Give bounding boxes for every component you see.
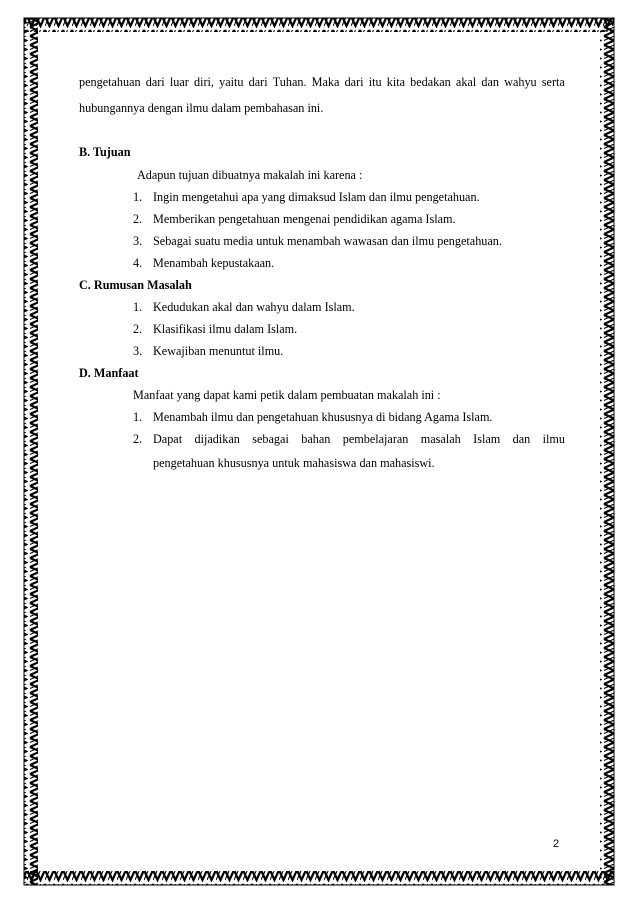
word: bedakan	[410, 75, 451, 89]
word: serta	[541, 75, 565, 89]
word: dijadikan	[194, 432, 240, 446]
word: dari	[248, 75, 268, 89]
word: masalah	[420, 432, 461, 446]
list-item: 2. Memberikan pengetahuan mengenai pendidikan agama Islam.	[133, 212, 456, 226]
word: pengetahuan	[79, 75, 141, 89]
list-item: 1. Ingin mengetahui apa yang dimaksud Islam dan ilmu pengetahuan.	[133, 190, 480, 204]
word: luar	[169, 75, 189, 89]
section-d-intro: Manfaat yang dapat kami petik dalam pembuatan makalah ini :	[133, 388, 441, 402]
justified-line	[153, 431, 565, 447]
word: dan	[481, 75, 499, 89]
word: ilmu	[542, 432, 565, 446]
word: dan	[512, 432, 531, 446]
word: itu	[368, 75, 382, 89]
section-b-heading: B. Tujuan	[79, 145, 131, 159]
list-item: 1. Menambah ilmu dan pengetahuan khususnya di bidang Agama Islam.	[133, 410, 493, 424]
word: diri,	[193, 75, 214, 89]
word: Islam	[473, 432, 501, 446]
word: Dapat	[153, 432, 183, 446]
list-item: 2. Dapat dijadikan sebagai bahan pembelajaran masalah Islam dan ilmu	[133, 432, 565, 446]
intro-paragraph-line-1	[79, 74, 565, 90]
list-item-continuation: pengetahuan khususnya untuk mahasiswa dan mahasiswi.	[153, 456, 435, 470]
list-item: 2. Klasifikasi ilmu dalam Islam.	[133, 322, 298, 336]
list-item: 3. Kewajiban menuntut ilmu.	[133, 344, 284, 358]
word: dari	[145, 75, 165, 89]
word: sebagai	[252, 432, 289, 446]
list-item: 3. Sebagai suatu media untuk menambah wawasan dan ilmu pengetahuan.	[133, 234, 502, 248]
word: Maka	[311, 75, 340, 89]
word: Tuhan.	[272, 75, 307, 89]
word: wahyu	[504, 75, 537, 89]
intro-paragraph-line-2: hubungannya dengan ilmu dalam pembahasan ini.	[79, 101, 324, 115]
word: dari	[344, 75, 364, 89]
section-b-intro: Adapun tujuan dibuatnya makalah ini karena :	[137, 168, 363, 182]
section-d-heading: D. Manfaat	[79, 366, 139, 380]
page-number: 2	[553, 838, 560, 850]
list-item: 1. Kedudukan akal dan wahyu dalam Islam.	[133, 300, 355, 314]
word: akal	[455, 75, 477, 89]
list-item: 4. Menambah kepustakaan.	[133, 256, 275, 270]
word: yaitu	[219, 75, 244, 89]
word: pembelajaran	[342, 432, 409, 446]
word: kita	[386, 75, 405, 89]
word: bahan	[301, 432, 331, 446]
section-c-heading: C. Rumusan Masalah	[79, 278, 192, 292]
